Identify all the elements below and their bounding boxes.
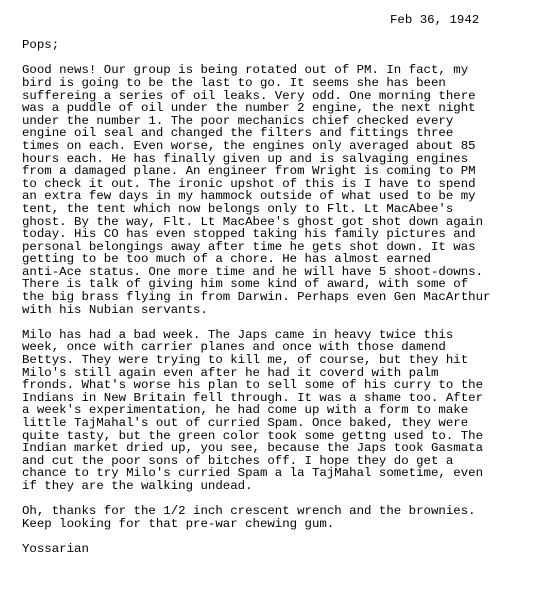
text-line: was a puddle of oil under the number 2 engine, the next night <box>22 101 476 116</box>
text-line: the big brass flying in from Darwin. Perhaps even Gen MacArthur <box>22 290 491 305</box>
text-line: Oh, thanks for the 1/2 inch crescent wrench and the brownies. <box>22 504 476 519</box>
text-line: fronds. What's worse his plan to sell some of his curry to the <box>22 378 484 393</box>
text-line: little TajMahal's out of curried Spam. Once baked, they were <box>22 416 469 430</box>
text-line: chance to try Milo's curried Spam a la TajMahal sometime, even <box>22 466 484 481</box>
text-line: an extra few days in my hammock outside of what used to be my <box>22 189 476 204</box>
blank-line <box>22 316 532 329</box>
letter-date: Feb 36, 1942 <box>390 13 480 27</box>
text-line: Indians in New Britain fell through. It was a shame too. After <box>22 390 484 405</box>
text-line: Milo has had a bad week. The Japs came in heavy twice this <box>22 327 454 342</box>
text-line: a week's experimentation, he had come up with a form to make <box>22 403 469 418</box>
letter-salutation: Pops; <box>22 38 60 53</box>
text-line: from a damaged plane. An engineer from Wright is coming to PM <box>22 164 476 179</box>
paragraph-1 <box>22 64 532 316</box>
text-line: with his Nubian servants. <box>22 302 208 317</box>
text-line: engine oil seal and changed the filters and fittings three <box>22 126 454 141</box>
text-line: bird is going to be the last to go. It seems she has been <box>22 75 446 90</box>
text-line: getting to be too much of a chore. He has almost earned <box>22 252 431 267</box>
text-line: week, once with carrier planes and once with those damend <box>22 340 446 355</box>
text-line: times on each. Even worse, the engines only averaged about 85 <box>22 138 476 153</box>
text-line: suffereing a series of oil leaks. Very odd. One morning there <box>22 88 476 103</box>
text-line: Keep looking for that pre-war chewing gum. <box>22 516 335 531</box>
paragraph-2 <box>22 329 532 493</box>
text-line: quite tasty, but the green color took some gettng used to. The <box>22 428 484 443</box>
blank-line <box>22 530 532 543</box>
text-line: Bettys. They were trying to kill me, of course, but they hit <box>22 353 469 368</box>
text-line: if they are the walking undead. <box>22 478 253 493</box>
text-line: to check it out. The ironic upshot of this is I have to spend <box>22 176 476 191</box>
text-line: ghost. By the way, Flt. Lt MacAbee's ghost got shot down again <box>22 214 484 229</box>
text-line: Milo's still again even after he had it coverd with palm <box>22 365 439 380</box>
text-line: today. His CO has even stopped taking his family pictures and <box>22 227 476 242</box>
letter-body <box>22 14 532 556</box>
text-line: Indian market dried up, you see, because the Japs took Gasmata <box>22 441 484 456</box>
text-line: under the number 1. The poor mechanics chief checked every <box>22 113 454 128</box>
blank-line <box>22 27 532 40</box>
text-line: and cut the poor sons of bitches off. I hope they do get a <box>22 453 454 468</box>
letter-signature: Yossarian <box>22 541 89 556</box>
text-line: Good news! Our group is being rotated out of PM. In fact, my <box>22 63 469 78</box>
paragraph-3 <box>22 505 532 530</box>
text-line: tent, the tent which now belongs only to Flt. Lt MacAbee's <box>22 201 454 216</box>
text-line: personal belongings away after time he gets shot down. It was <box>22 239 476 254</box>
text-line: hours each. He has finally given up and is salvaging engines <box>22 151 469 166</box>
text-line: There is talk of giving him some kind of award, with some of <box>22 277 469 292</box>
text-line: anti-Ace status. One more time and he will have 5 shoot-downs. <box>22 264 484 279</box>
